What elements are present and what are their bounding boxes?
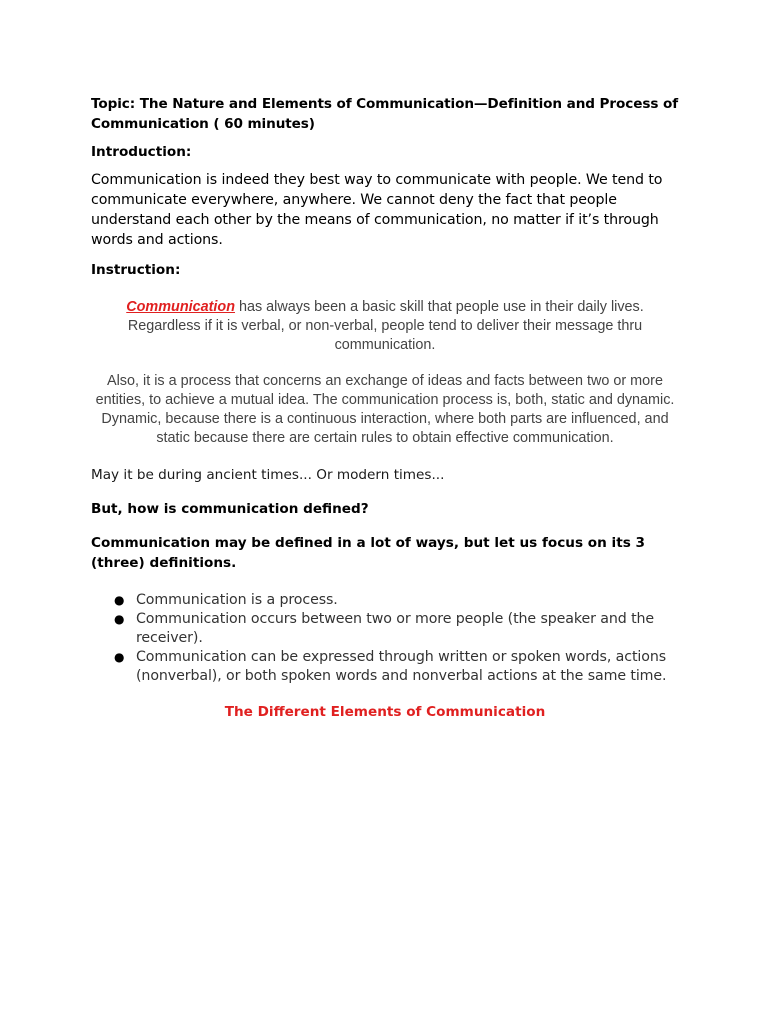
definition-text: Communication occurs between two or more people (the speaker and the receiver). [136,611,655,646]
definition-question: But, how is communication defined? [91,501,369,517]
times-line: May it be during ancient times... Or modern times... [91,467,445,483]
instruction-paragraph-2: Also, it is a process that concerns an exchange of ideas and facts between two or more entities, to achieve a mutual idea. The communication process is, both, static and dynamic. Dynamic, because there is a continuous interaction, where both parts are influenced, and static because there are certain rules to obtain effective communication. [95,373,675,446]
section-title: The Different Elements of Communication [224,704,546,720]
document-title: Topic: The Nature and Elements of Communication—Definition and Process of Communication ( 60 minutes) [91,96,679,132]
definition-text: Communication is a process. [136,592,338,608]
list-item [114,610,679,648]
instruction-paragraph-1 [91,298,679,355]
bullet-icon: ● [114,612,125,626]
introduction-heading: Introduction: [91,144,192,160]
list-item [114,591,679,610]
definitions-intro: Communication may be defined in a lot of ways, but let us focus on its 3 (three) definitions. [91,535,645,571]
bullet-icon: ● [114,650,125,664]
definition-text: Communication can be expressed through written or spoken words, actions (nonverbal), or both spoken words and nonverbal actions at the same time. [136,649,667,684]
introduction-text: Communication is indeed they best way to communicate with people. We tend to communicate everywhere, anywhere. We cannot deny the fact that people understand each other by the means of communication, no matter if it’s through words and actions. [91,172,663,248]
communication-keyword: Communication [126,299,235,315]
document-page [91,94,679,722]
definitions-list [91,591,679,686]
instruction-heading: Instruction: [91,262,181,278]
instruction-paragraph-1-text: has always been a basic skill that people use in their daily lives. Regardless if it is verbal, or non-verbal, people tend to deliver their message thru communication. [127,299,644,353]
list-item [114,648,679,686]
bullet-icon: ● [114,593,125,607]
